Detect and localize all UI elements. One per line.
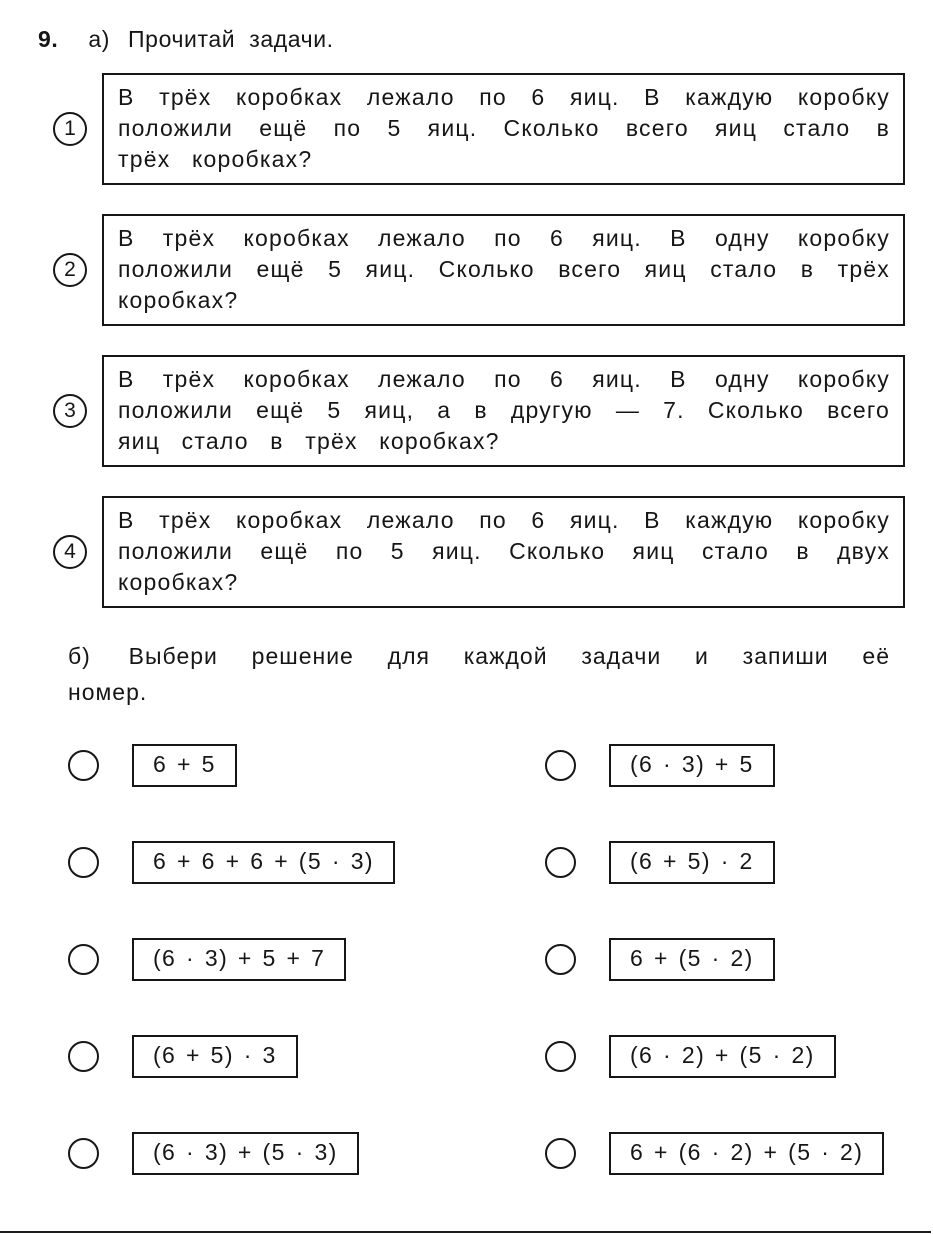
problem-1-number-badge — [53, 112, 87, 146]
problem-3-number: 3 — [64, 399, 76, 422]
problem-1-number: 1 — [64, 117, 76, 140]
problem-4-number-badge — [53, 535, 87, 569]
option-right-4 — [545, 1035, 905, 1078]
problem-2-number: 2 — [64, 258, 76, 281]
option-right-4-answer-circle — [545, 1041, 576, 1072]
option-right-1-answer-circle — [545, 750, 576, 781]
option-right-2-expression: (6 + 5) · 2 — [609, 841, 775, 884]
problem-2-text-box: В трёх коробках лежало по 6 яиц. В одну коробку положили ещё 5 яиц. Сколько всего яиц стало в трёх коробках? — [102, 214, 905, 326]
option-left-4-answer-circle — [68, 1041, 99, 1072]
option-left-4-expression: (6 + 5) · 3 — [132, 1035, 298, 1078]
problem-row-2 — [38, 214, 905, 326]
option-left-4 — [68, 1035, 545, 1078]
option-left-1 — [68, 744, 545, 787]
problem-row-3 — [38, 355, 905, 467]
part-b-text: Выбери решение для каждой задачи и запиши её номер. — [68, 643, 890, 705]
problem-4-number: 4 — [64, 540, 76, 563]
exercise-number: 9. — [38, 26, 59, 52]
problem-4-text-box: В трёх коробках лежало по 6 яиц. В каждую коробку положили ещё по 5 яиц. Сколько яиц стало в двух коробках? — [102, 496, 905, 608]
problem-3-badge-col — [38, 394, 102, 428]
option-left-2-answer-circle — [68, 847, 99, 878]
problem-2-number-badge — [53, 253, 87, 287]
option-left-3-expression: (6 · 3) + 5 + 7 — [132, 938, 346, 981]
option-right-5-expression: 6 + (6 · 2) + (5 · 2) — [609, 1132, 884, 1175]
option-right-5 — [545, 1132, 905, 1175]
page-bottom-scan-edge — [0, 1231, 931, 1233]
problem-1-text-box: В трёх коробках лежало по 6 яиц. В каждую коробку положили ещё по 5 яиц. Сколько всего яиц стало в трёх коробках? — [102, 73, 905, 185]
part-b-instruction — [68, 638, 890, 710]
option-right-1 — [545, 744, 905, 787]
option-left-3-answer-circle — [68, 944, 99, 975]
problem-4-badge-col — [38, 535, 102, 569]
problem-2-badge-col — [38, 253, 102, 287]
option-left-5-expression: (6 · 3) + (5 · 3) — [132, 1132, 359, 1175]
option-left-2-expression: 6 + 6 + 6 + (5 · 3) — [132, 841, 395, 884]
problem-list — [38, 73, 905, 608]
option-right-2-answer-circle — [545, 847, 576, 878]
option-right-1-expression: (6 · 3) + 5 — [609, 744, 775, 787]
option-right-2 — [545, 841, 905, 884]
option-right-5-answer-circle — [545, 1138, 576, 1169]
part-a-label: а) — [88, 26, 111, 52]
option-left-3 — [68, 938, 545, 981]
problem-3-text-box: В трёх коробках лежало по 6 яиц. В одну коробку положили ещё 5 яиц, а в другую — 7. Сколько всего яиц стало в трёх коробках? — [102, 355, 905, 467]
option-left-2 — [68, 841, 545, 884]
problem-1-badge-col — [38, 112, 102, 146]
option-left-1-expression: 6 + 5 — [132, 744, 237, 787]
problem-row-4 — [38, 496, 905, 608]
problem-3-number-badge — [53, 394, 87, 428]
option-left-1-answer-circle — [68, 750, 99, 781]
option-right-4-expression: (6 · 2) + (5 · 2) — [609, 1035, 836, 1078]
solutions-grid — [68, 744, 905, 1175]
option-right-3-answer-circle — [545, 944, 576, 975]
part-a-title: Прочитай задачи. — [128, 26, 334, 52]
problem-row-1 — [38, 73, 905, 185]
exercise-header — [38, 26, 905, 53]
option-left-5 — [68, 1132, 545, 1175]
option-right-3 — [545, 938, 905, 981]
part-b-label: б) — [68, 643, 91, 669]
option-left-5-answer-circle — [68, 1138, 99, 1169]
option-right-3-expression: 6 + (5 · 2) — [609, 938, 775, 981]
